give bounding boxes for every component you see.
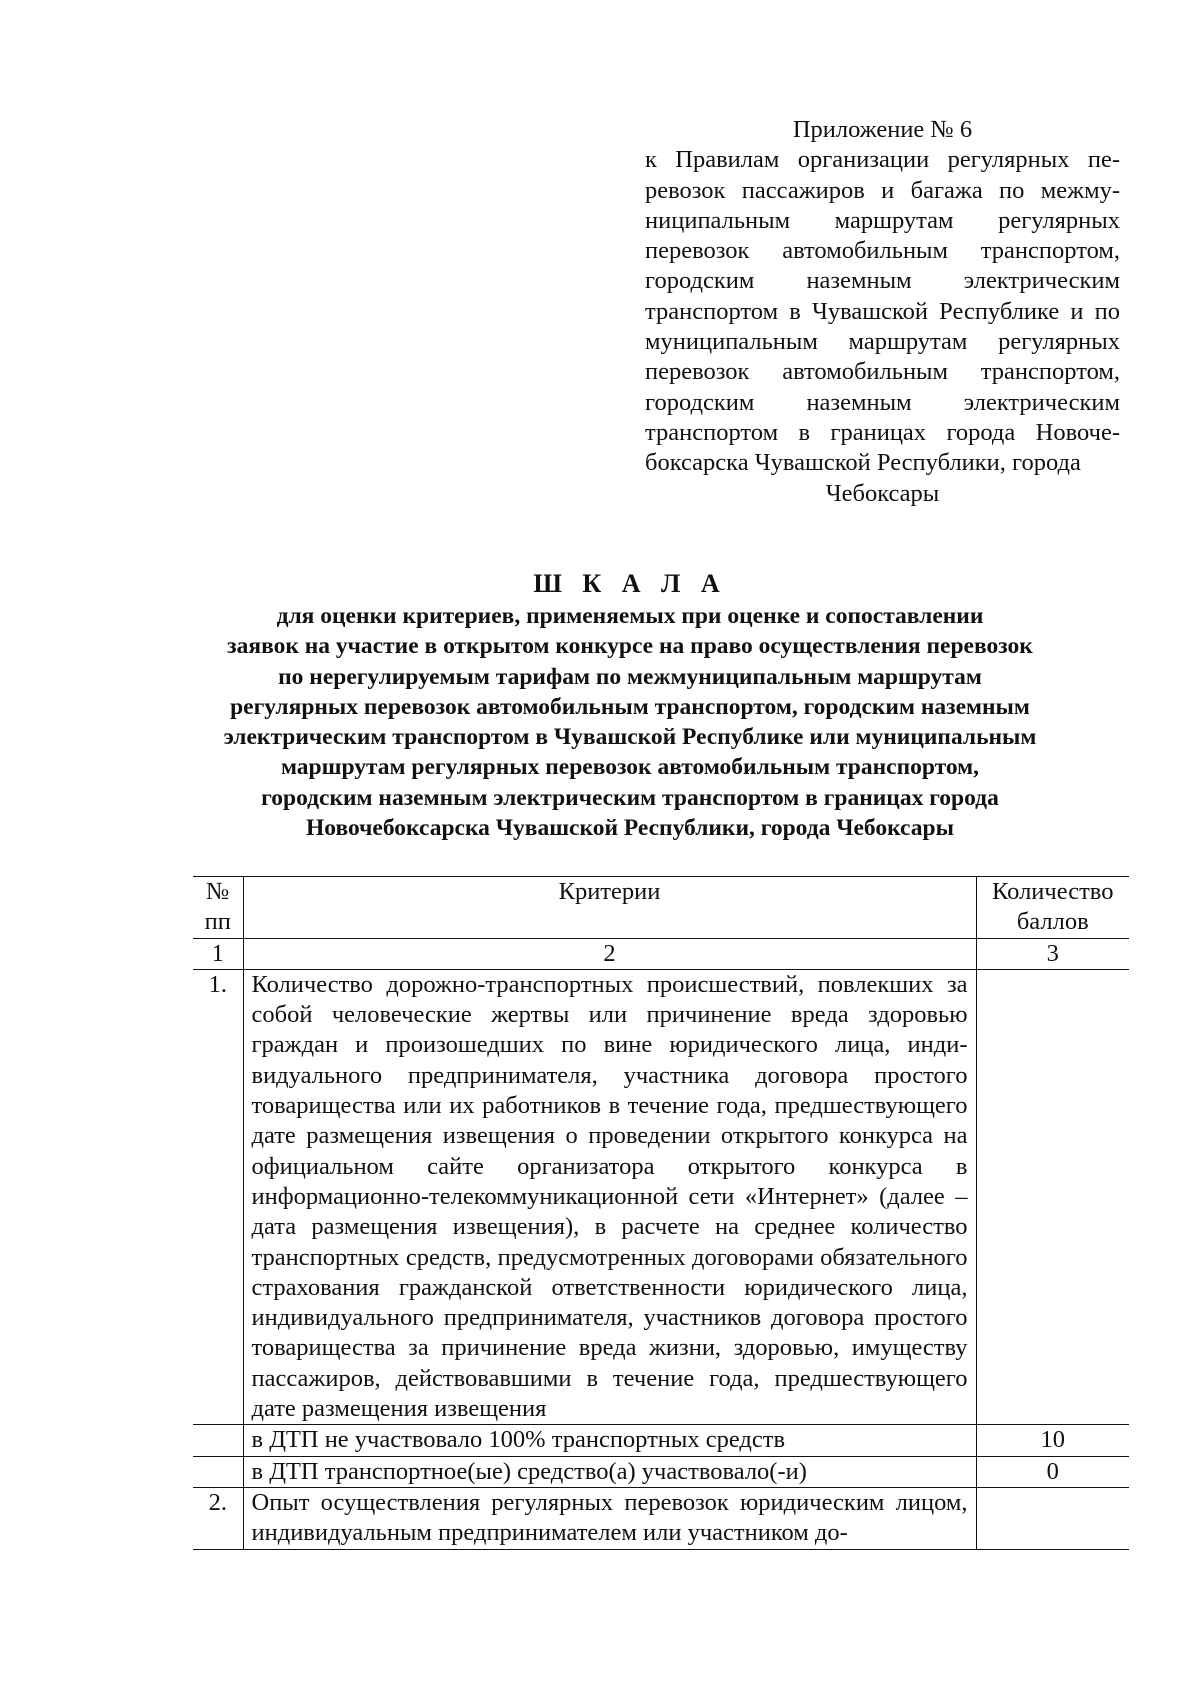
subtitle-line: маршрутам регулярных перевозок автомобильным транспортом, <box>280 754 980 781</box>
table-row <box>193 1487 1129 1549</box>
row-criterion: в ДТП не участвовало 100% транспортных средств <box>243 1425 976 1456</box>
row-number: 1. <box>193 969 243 1424</box>
row-criterion: в ДТП транспортное(ые) средство(а) участвовало(-и) <box>243 1456 976 1487</box>
subtitle-line: для оценки критериев, применяемых при оценке и сопоставлении <box>276 603 984 629</box>
row-number: 2. <box>193 1487 243 1549</box>
row-criterion: Количество дорожно-транспортных происшествий, повлекших за собой человеческие жертвы или причинение вреда здоровью граждан и произошедших по вине юридического лица, индивидуального предпринимателя, участника договора простого товарищества или их работников в течение года, предшествующего дате размещения извещения о проведении открытого конкурса на официальном сайте организатора открытого конкурса в информационно-телекоммуникационной сети «Интернет» (далее – дата размещения извещения), в расчете на среднее количество транспортных средств, предусмотренных договорами обязательного страхования гражданской ответственности юридического лица, индивидуального предпринимателя, участников договора простого товарищества за причинение вреда жизни, здоровью, имуществу пассажиров, действовавшими в течение года, предшествующего дате размещения извещения <box>243 969 976 1424</box>
subtitle-line: Новочебоксарска Чувашской Республики, города Чебоксары <box>306 815 954 842</box>
column-number: 3 <box>976 938 1129 969</box>
subtitle-line: заявок на участие в открытом конкурсе на право осуществления перевозок <box>227 633 1033 660</box>
row-number <box>193 1456 243 1487</box>
criteria-table <box>193 876 1129 1550</box>
annex-last-line: Чебоксары <box>825 479 940 507</box>
subtitle-line: городским наземным электрическим транспортом в границах города <box>261 784 999 811</box>
annex-note <box>645 115 1120 509</box>
row-number <box>193 1425 243 1456</box>
row-points: 10 <box>976 1425 1129 1456</box>
header-criteria: Критерии <box>243 877 976 939</box>
header-points: Количество баллов <box>976 877 1129 939</box>
table-row <box>193 969 1129 1424</box>
subtitle-line: по нерегулируемым тарифам по межмуниципальным маршрутам <box>278 663 982 690</box>
annex-heading: Приложение № 6 <box>792 116 973 143</box>
annex-body: к Правилам организации регулярных перевозок пассажиров и багажа по межмуниципальным маршрутам регулярных перевозок автомобильным транспортом, городским наземным электрическим транспортом в Чувашской Республике и по муниципальным маршрутам регулярных перевозок автомобильным транспортом, городским наземным электрическим транспортом в границах города Новочебоксарска Чувашской Республики, города <box>645 146 1120 477</box>
column-number: 2 <box>243 938 976 969</box>
document-title <box>180 568 1080 843</box>
row-points <box>976 969 1129 1424</box>
column-number: 1 <box>193 938 243 969</box>
row-points <box>976 1487 1129 1549</box>
table-column-numbers-row <box>193 938 1129 969</box>
subtitle-line: регулярных перевозок автомобильным транспортом, городским наземным <box>230 693 1030 720</box>
row-criterion: Опыт осуществления регулярных перевозок юридическим лицом, индивидуальным предпринимателем или участником до- <box>243 1487 976 1549</box>
subtitle-line: электрическим транспортом в Чувашской Республике или муниципальным <box>223 724 1037 751</box>
title-main: Ш К А Л А <box>533 569 727 598</box>
row-points: 0 <box>976 1456 1129 1487</box>
title-subtitle <box>180 601 1080 843</box>
header-number: № пп <box>193 877 243 939</box>
table-row <box>193 1456 1129 1487</box>
table-row <box>193 1425 1129 1456</box>
table-header-row <box>193 877 1129 939</box>
